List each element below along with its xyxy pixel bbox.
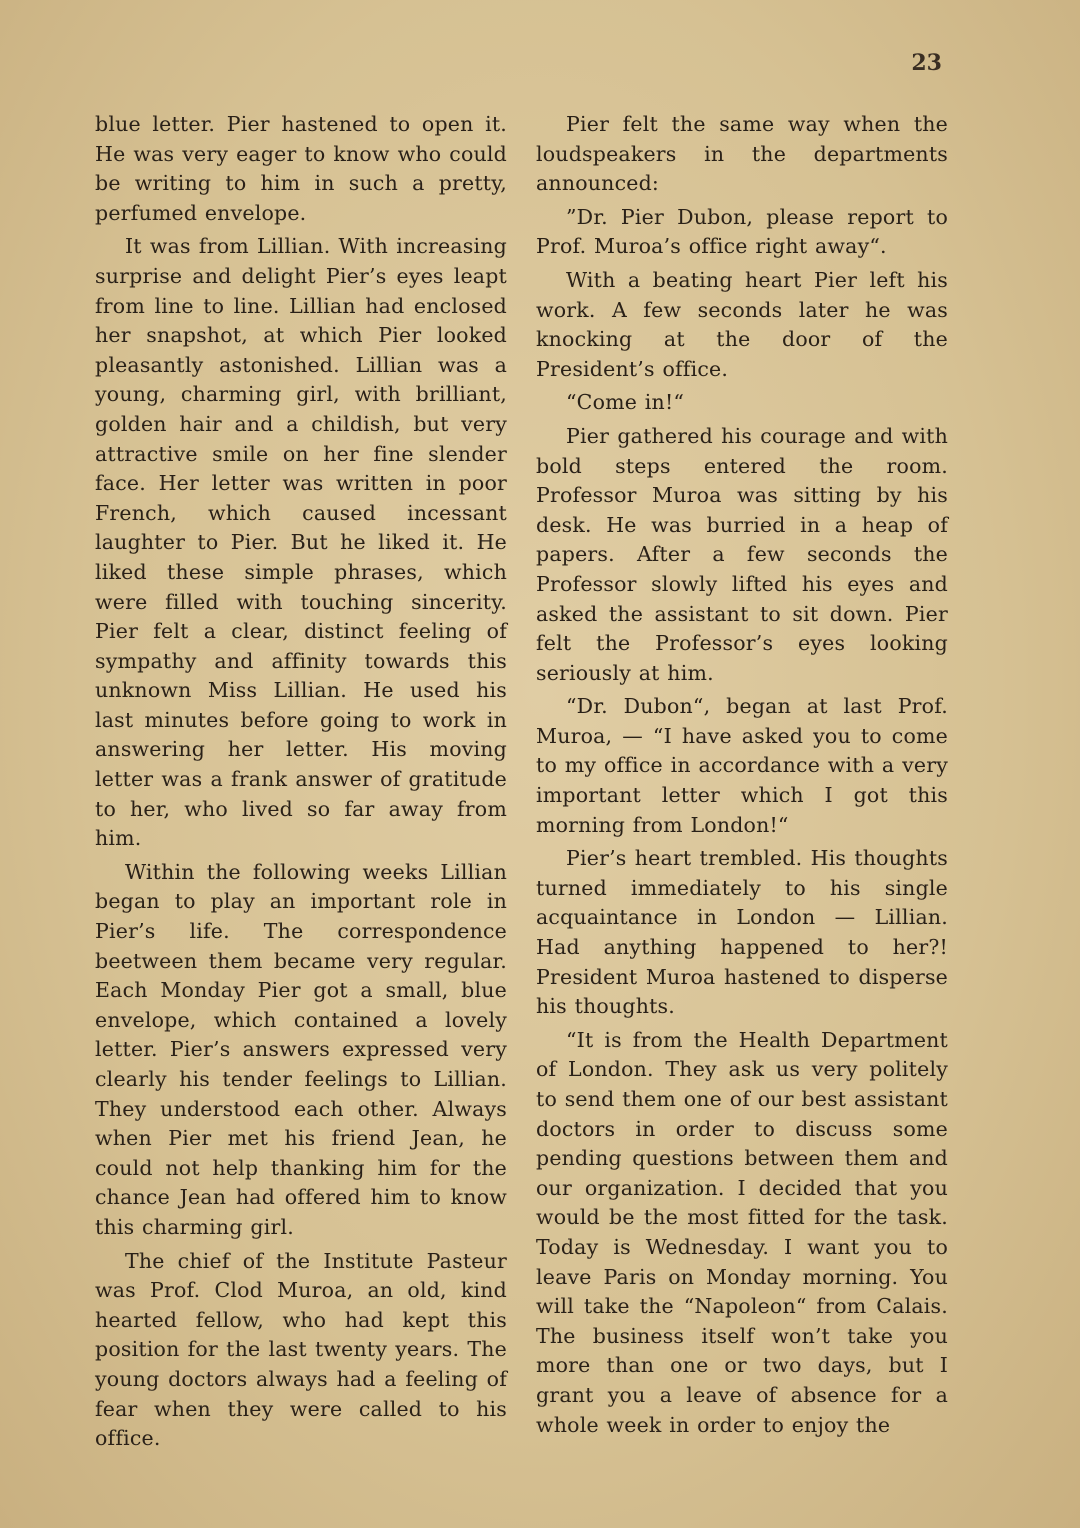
- paragraph: Pier gathered his courage and with bold steps entered the room. Professor Muroa was sitting by his desk. He was burried in a heap of papers. After a few seconds the Professor slowly lifted his eyes and asked the assistant to sit down. Pier felt the Professor’s eyes looking seriously at him.: [536, 423, 948, 685]
- paragraph: “Come in!“: [566, 390, 685, 415]
- paragraph: It was from Lillian. With increasing surprise and delight Pier’s eyes leapt from line to line. Lillian had enclosed her snapshot, at which Pier looked pleasantly astonished. Lillian was a young, charming girl, with brilliant, golden hair and a childish, but very attractive smile on her fine slender face. Her letter was written in poor French, which caused incessant laughter to Pier. But he liked it. He liked these simple phrases, which were filled with touching sincerity. Pier felt a clear, distinct feeling of sympathy and affinity towards this unknown Miss Lillian. He used his last minutes before going to work in answering her letter. His moving letter was a frank answer of gratitude to her, who lived so far away from him.: [95, 234, 507, 851]
- paragraph: With a beating heart Pier left his work. A few seconds later he was knocking at the door of the President’s office.: [536, 267, 948, 381]
- page-number: 23: [911, 50, 942, 76]
- left-column: [95, 110, 507, 1458]
- paragraph: blue letter. Pier hastened to open it. He was very eager to know who could be writing to him in such a pretty, perfumed envelope.: [95, 112, 507, 225]
- paragraph: “Dr. Dubon“, began at last Prof. Muroa, — “I have asked you to come to my office in accordance with a very important letter which I got this morning from London!“: [536, 694, 948, 837]
- paragraph: The chief of the Institute Pasteur was Prof. Clod Muroa, an old, kind hearted fellow, who had kept this position for the last twenty years. The young doctors always had a feeling of fear when they were called to his office.: [95, 1248, 507, 1451]
- right-column: [536, 110, 948, 1444]
- paragraph: Pier felt the same way when the loudspeakers in the departments announced:: [536, 112, 948, 196]
- paragraph: “It is from the Health Department of London. They ask us very politely to send them one of our best assistant doctors in order to discuss some pending questions between them and our organization. I decided that you would be the most fitted for the task. Today is Wednesday. I want you to leave Paris on Monday morning. You will take the “Napoleon“ from Calais. The business itself won’t take you more than one or two days, but I grant you a leave of absence for a whole week in order to enjoy the: [536, 1027, 948, 1437]
- paragraph: ”Dr. Pier Dubon, please report to Prof. Muroa’s office right away“.: [536, 204, 948, 259]
- paragraph: Within the following weeks Lillian began to play an important role in Pier’s life. The correspondence beetween them became very regular. Each Monday Pier got a small, blue envelope, which contained a lovely letter. Pier’s answers expressed very clearly his tender feelings to Lillian. They understood each other. Always when Pier met his friend Jean, he could not help thanking him for the chance Jean had offered him to know this charming girl.: [95, 859, 507, 1239]
- paragraph: Pier’s heart trembled. His thoughts turned immediately to his single acquaintance in London — Lillian. Had anything happened to her?! President Muroa hastened to disperse his thoughts.: [536, 846, 948, 1019]
